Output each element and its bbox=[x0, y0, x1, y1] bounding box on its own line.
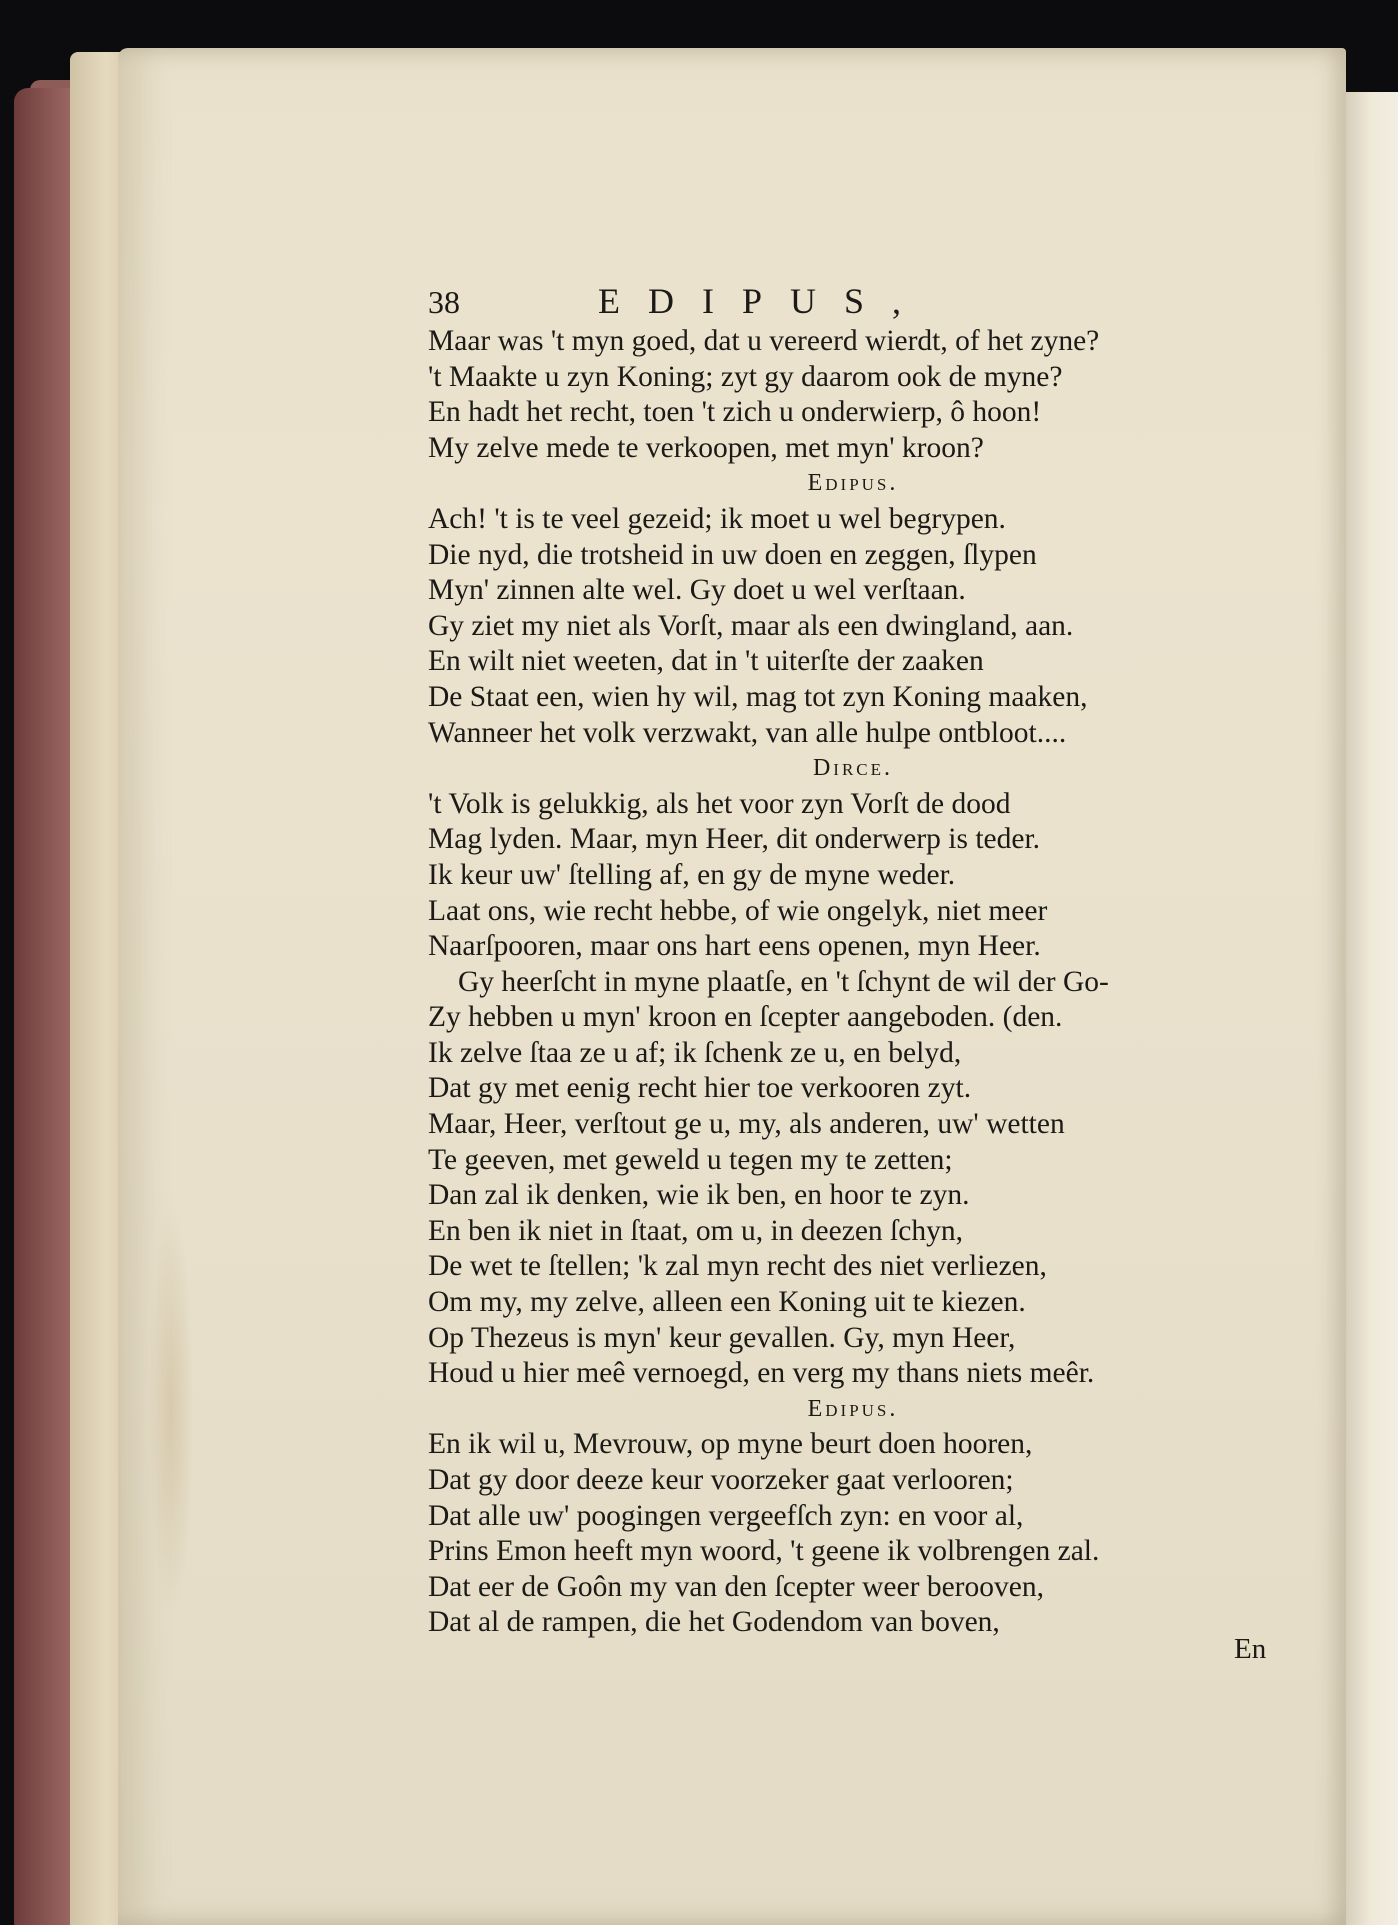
verse-line: Ach! 't is te veel gezeid; ik moet u wel begrypen. bbox=[428, 502, 1006, 535]
verse-line: En ik wil u, Mevrouw, op myne beurt doen hooren, bbox=[428, 1428, 1033, 1461]
verse-line: Houd u hier meê vernoegd, en verg my thans niets meêr. bbox=[428, 1357, 1095, 1390]
verse-line: 't Volk is gelukkig, als het voor zyn Vorſt de dood bbox=[428, 787, 1011, 820]
verse-line: De wet te ſtellen; 'k zal myn recht des niet verliezen, bbox=[428, 1250, 1047, 1283]
verse-line: De Staat een, wien hy wil, mag tot zyn Koning maaken, bbox=[428, 680, 1088, 713]
verse-line: En ben ik niet in ſtaat, om u, in deezen ſchyn, bbox=[428, 1214, 963, 1247]
verse-line: Dat alle uw' poogingen vergeefſch zyn: en voor al, bbox=[428, 1499, 1024, 1532]
verse-line: Dat gy door deeze keur voorzeker gaat verlooren; bbox=[428, 1464, 1014, 1496]
verse-line: Dat al de rampen, die het Godendom van boven, bbox=[428, 1606, 1000, 1639]
verse-line: Gy ziet my niet als Vorſt, maar als een dwingland, aan. bbox=[428, 609, 1074, 642]
verse-line: Naarſpooren, maar ons hart eens openen, myn Heer. bbox=[428, 930, 1041, 963]
verse-line: En wilt niet weeten, dat in 't uiterſte der zaaken bbox=[428, 645, 984, 678]
verse-line: Dat eer de Goôn my van den ſcepter weer berooven, bbox=[428, 1570, 1044, 1603]
verse-line: Die nyd, die trotsheid in uw doen en zeggen, ſlypen bbox=[428, 538, 1037, 571]
verse-line: Maar was 't myn goed, dat u vereerd wierdt, of het zyne? bbox=[428, 325, 1100, 357]
verse-line: Dan zal ik denken, wie ik ben, en hoor te zyn. bbox=[428, 1179, 970, 1212]
verse-line: Laat ons, wie recht hebbe, of wie ongelyk, niet meer bbox=[428, 894, 1048, 927]
speaker-name: Dirce. bbox=[812, 755, 894, 782]
verse-line: Prins Emon heeft myn woord, 't geene ik volbrengen zal. bbox=[428, 1535, 1100, 1568]
verse-line: Ik keur uw' ſtelling af, en gy de myne weder. bbox=[428, 858, 956, 891]
verse-line: Mag lyden. Maar, myn Heer, dit onderwerp is teder. bbox=[428, 823, 1041, 856]
verse-line: Op Thezeus is myn' keur gevallen. Gy, myn Heer, bbox=[428, 1321, 1016, 1354]
verse-line: My zelve mede te verkoopen, met myn' kroon? bbox=[428, 431, 984, 464]
verse-line: En hadt het recht, toen 't zich u onderwierp, ô hoon! bbox=[428, 396, 1042, 429]
verse-line: Myn' zinnen alte wel. Gy doet u wel verſtaan. bbox=[428, 574, 966, 607]
verse-line: Maar, Heer, verſtout ge u, my, als anderen, uw' wetten bbox=[428, 1108, 1065, 1141]
page-number: 38 bbox=[428, 284, 460, 320]
page-header bbox=[428, 270, 1278, 324]
verse-line: Te geeven, met geweld u tegen my te zetten; bbox=[428, 1143, 953, 1176]
verse-line: Dat gy met eenig recht hier toe verkooren zyt. bbox=[428, 1072, 972, 1105]
verse-line: 't Maakte u zyn Koning; zyt gy daarom ook de myne? bbox=[428, 360, 1063, 393]
page-text-block bbox=[428, 270, 1278, 1641]
speaker-name: Edipus. bbox=[807, 1395, 899, 1422]
verse-line: Wanneer het volk verzwakt, van alle hulpe ontbloot.... bbox=[428, 716, 1067, 749]
speaker-name: Edipus. bbox=[807, 470, 899, 497]
verse-line: Zy hebben u myn' kroon en ſcepter aangeboden. (den. bbox=[428, 1001, 1063, 1034]
verse-line: Ik zelve ſtaa ze u af; ik ſchenk ze u, en belyd, bbox=[428, 1036, 962, 1069]
verse-line: Om my, my zelve, alleen een Koning uit te kiezen. bbox=[428, 1286, 1026, 1319]
page-stain bbox=[148, 1200, 194, 1620]
running-title: EDIPUS, bbox=[598, 281, 930, 321]
verse-line: Gy heerſcht in myne plaatſe, en 't ſchynt de wil der Go- bbox=[458, 965, 1109, 998]
catchword: En bbox=[1234, 1633, 1267, 1665]
